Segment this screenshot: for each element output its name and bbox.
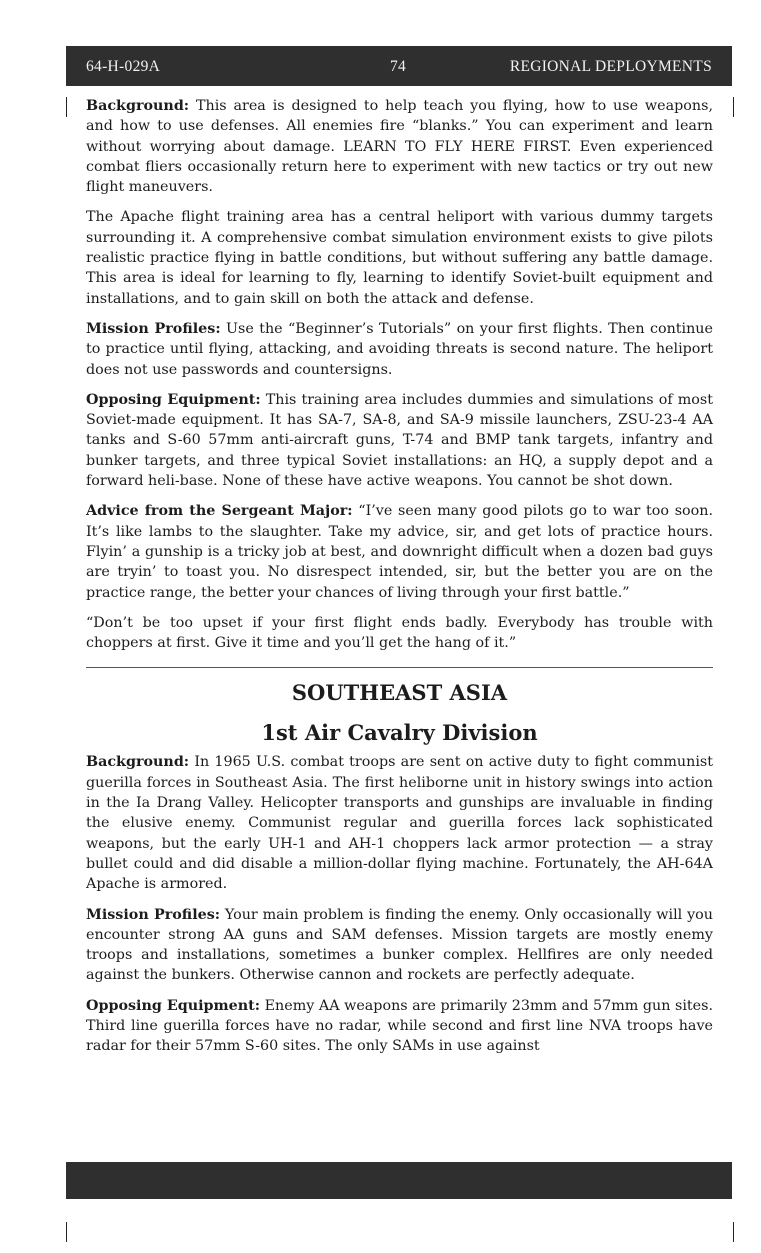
right-margin-rule [733, 97, 734, 117]
page-number: 74 [390, 58, 407, 75]
opposing-text: This training area includes dummies and simulations of most Soviet-made equipment. It has SA-7, SA-8, and SA-9 missile launchers, ZSU-23-4 AA tanks and S-60 57mm anti-aircraft guns, T-74 and BMP tank targets, infantry and bunker targets, and three typical Soviet installations: an HQ, a supply depot and a forward heli-base. None of these have active weapons. You cannot be shot down. [86, 391, 713, 490]
training-advice-continued: “Don’t be too upset if your first flight ends badly. Everybody has trouble with choppers at first. Give it time and you’ll get the hang of it.” [86, 614, 713, 652]
sea-opposing-label: Opposing Equipment: [86, 997, 261, 1014]
section-heading: REGIONAL DEPLOYMENTS [509, 58, 712, 75]
page-body [86, 96, 713, 1067]
sea-mission-paragraph [86, 905, 713, 986]
sea-mission-label: Mission Profiles: [86, 906, 221, 923]
document-code: 64-H-029A [86, 58, 161, 75]
advice-text: “I’ve seen many good pilots go to war too soon. It’s like lambs to the slaughter. Take my advice, sir, and get lots of practice hours. Flyin’ a gunship is a tricky job at best, and downright difficult when a dozen bad guys are tryin’ to toast you. No disrespect intended, sir, but the better you are on the practice range, the better your chances of living through your first battle.” [86, 503, 713, 601]
section-divider [86, 667, 713, 668]
training-description-paragraph: The Apache flight training area has a central heliport with various dummy targets surrounding it. A comprehensive combat simulation environment exists to give pilots realistic practice flying in battle conditions, but without suffering any battle damage. This area is ideal for learning to fly, learning to identify Soviet-built equipment and installations, and to gain skill on both the attack and defense. [86, 209, 713, 307]
sea-background-paragraph [86, 752, 713, 894]
sea-opposing-text: Enemy AA weapons are primarily 23mm and 57mm gun sites. Third line guerilla forces have no radar, while second and first line NVA troops have radar for their 57mm S-60 sites. The only SAMs in use against [86, 997, 713, 1055]
sea-background-label: Background: [86, 754, 190, 771]
training-advice-paragraph [86, 501, 713, 602]
advice-label: Advice from the Sergeant Major: [86, 503, 353, 520]
left-margin-rule-bottom [66, 1222, 67, 1242]
mission-label: Mission Profiles: [86, 320, 221, 337]
training-mission-paragraph [86, 319, 713, 380]
training-background-paragraph [86, 96, 713, 197]
sea-opposing-paragraph [86, 996, 713, 1057]
page-footer-bar [66, 1162, 732, 1199]
sea-background-text: In 1965 U.S. combat troops are sent on active duty to fight communist guerilla forces in Southeast Asia. The first heliborne unit in history swings into action in the Ia Drang Valley. Helicopter transports and gunships are invaluable in finding the elusive enemy. Communist regular and guerilla forces lack sophisticated weapons, but the early UH-1 and AH-1 choppers lack armor protection — a stray bullet could and did disable a million-dollar flying machine. Fortunately, the AH-64A Apache is armored. [86, 754, 713, 893]
page-header-bar [66, 46, 732, 86]
section-title: SOUTHEAST ASIA [291, 680, 508, 706]
mission-text: Use the “Beginner’s Tutorials” on your first flights. Then continue to practice until flying, attacking, and avoiding threats is second nature. The heliport does not use passwords and countersigns. [86, 320, 713, 378]
section-subtitle: 1st Air Cavalry Division [261, 720, 538, 746]
background-label: Background: [86, 98, 190, 114]
training-opposing-paragraph [86, 390, 713, 491]
left-margin-rule [66, 97, 67, 117]
sea-mission-text: Your main problem is finding the enemy. Only occasionally will you encounter strong AA guns and SAM defenses. Mission targets are mostly enemy troops and installations, sometimes a bunker complex. Hellfires are only needed against the bunkers. Otherwise cannon and rockets are perfectly adequate. [86, 906, 713, 984]
background-text: This area is designed to help teach you flying, how to use weapons, and how to use defenses. All enemies fire “blanks.” You can experiment and learn without worrying about damage. LEARN TO FLY HERE FIRST. Even experienced combat fliers occasionally return here to experiment with new tactics or try out new flight maneuvers. [86, 98, 713, 196]
right-margin-rule-bottom [733, 1222, 734, 1242]
opposing-label: Opposing Equipment: [86, 391, 261, 408]
